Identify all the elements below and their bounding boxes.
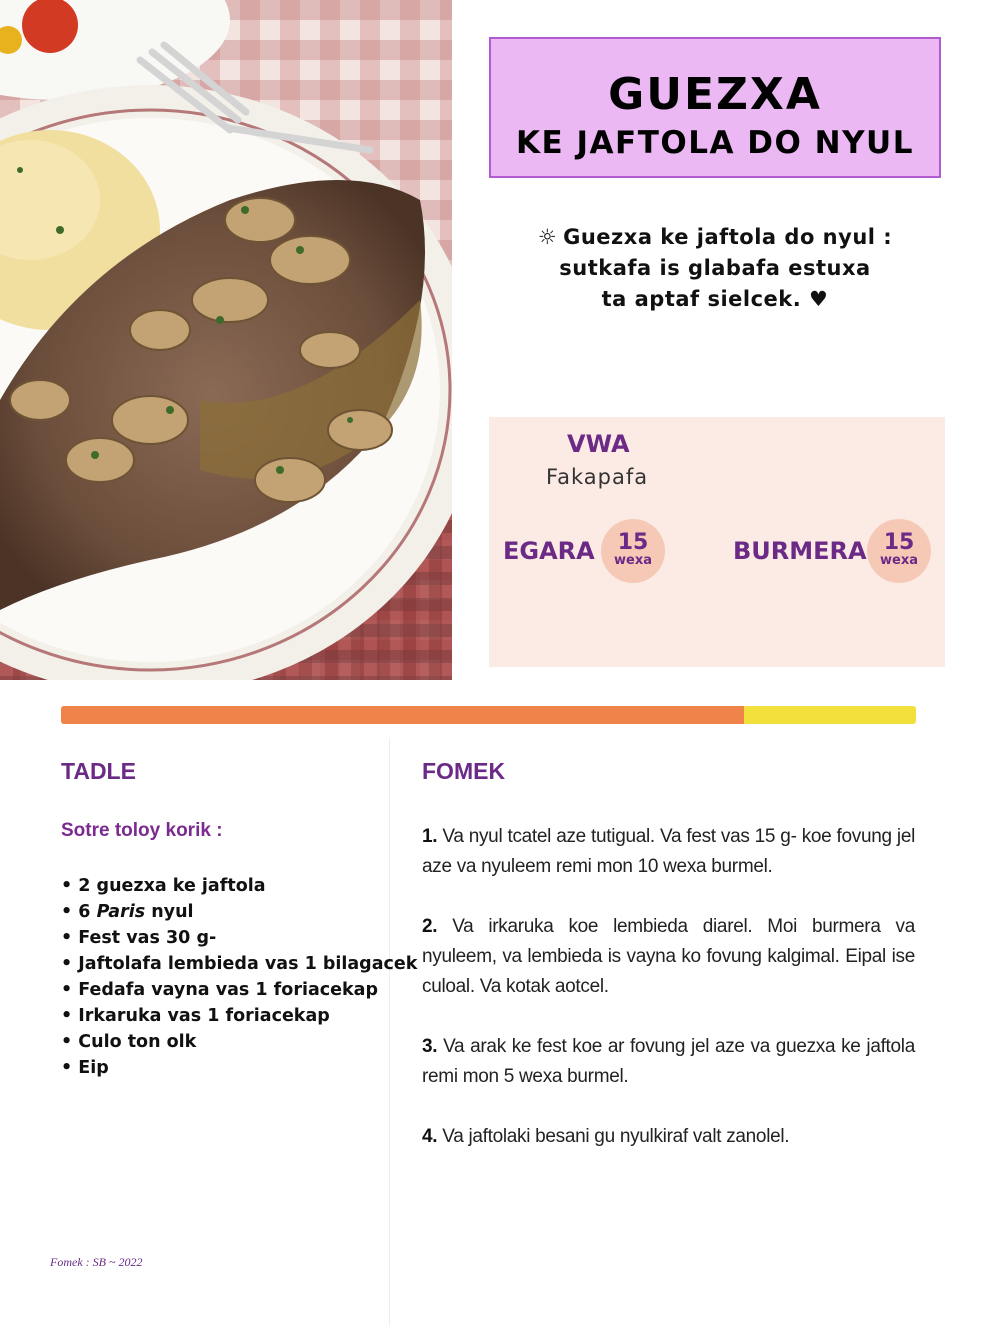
method-step xyxy=(422,1122,915,1152)
prep-time-unit: wexa xyxy=(614,553,652,568)
cook-time-value: 15 xyxy=(883,530,915,555)
prep-time-label: EGARA xyxy=(503,537,595,565)
list-item xyxy=(61,899,417,925)
method-step xyxy=(422,822,915,882)
progress-bar-fill xyxy=(61,706,744,724)
decorative-progress-bar xyxy=(61,706,916,724)
step-number: 3. xyxy=(422,1036,438,1057)
cook-time-unit: wexa xyxy=(880,553,918,568)
cook-time-badge xyxy=(867,519,931,583)
list-item: • Fedafa vayna vas 1 foriacekap xyxy=(61,977,417,1003)
ingredient-quantity: 6 xyxy=(78,902,91,922)
intro-line-1-text: Guezxa ke jaftola do nyul : xyxy=(563,225,893,249)
cook-time-label: BURMERA xyxy=(733,537,867,565)
ingredient-variety: Paris xyxy=(96,902,146,922)
servings-label: VWA xyxy=(567,430,630,458)
steak-with-mushrooms-photo xyxy=(0,0,452,680)
ingredients-list xyxy=(61,873,417,1081)
recipe-title: GUEZXA xyxy=(608,69,822,120)
recipe-subtitle: KE JAFTOLA DO NYUL xyxy=(516,125,914,161)
list-item: • Eip xyxy=(61,1055,417,1081)
step-text: Va jaftolaki besani gu nyulkiraf valt zanolel. xyxy=(442,1126,790,1147)
list-item: • Irkaruka vas 1 foriacekap xyxy=(61,1003,417,1029)
ingredient-name: nyul xyxy=(151,902,194,922)
step-number: 4. xyxy=(422,1126,438,1147)
method-step xyxy=(422,912,915,1002)
ingredients-subtitle: Sotre toloy korik : xyxy=(61,820,223,841)
intro-line-1 xyxy=(489,222,941,253)
step-number: 2. xyxy=(422,916,438,937)
info-box xyxy=(489,417,945,667)
ingredients-title: TADLE xyxy=(61,758,136,784)
list-item: • Jaftolafa lembieda vas 1 bilagacek xyxy=(61,951,417,977)
intro-text xyxy=(489,222,941,315)
method-title: FOMEK xyxy=(422,758,506,784)
prep-time-value: 15 xyxy=(617,530,649,555)
step-text: Va nyul tcatel aze tutigual. Va fest vas 15 g- koe fovung jel aze va nyuleem remi mon 10 wexa burmel. xyxy=(422,826,916,877)
sun-icon: ☼ xyxy=(537,225,558,249)
recipe-photo xyxy=(0,0,452,680)
servings-value: Fakapafa xyxy=(546,465,649,489)
prep-time-badge xyxy=(601,519,665,583)
step-text: Va irkaruka koe lembieda diarel. Moi burmera va nyuleem, va lembieda is vayna ko fovung kalgimal. Eipal ise culoal. Va kotak aotcel. xyxy=(422,916,915,997)
method-steps xyxy=(422,822,915,1182)
footer-credit: Fomek : SB ~ 2022 xyxy=(50,1255,143,1269)
list-item: • Fest vas 30 g- xyxy=(61,925,417,951)
intro-line-3: ta aptaf sielcek. ♥ xyxy=(601,287,829,311)
method-step xyxy=(422,1032,915,1092)
title-box xyxy=(489,37,941,178)
list-item: • Culo ton olk xyxy=(61,1029,417,1055)
list-item: • 2 guezxa ke jaftola xyxy=(61,873,417,899)
intro-line-2: sutkafa is glabafa estuxa xyxy=(559,256,871,280)
step-number: 1. xyxy=(422,826,438,847)
step-text: Va arak ke fest koe ar fovung jel aze va guezxa ke jaftola remi mon 5 wexa burmel. xyxy=(422,1036,915,1087)
